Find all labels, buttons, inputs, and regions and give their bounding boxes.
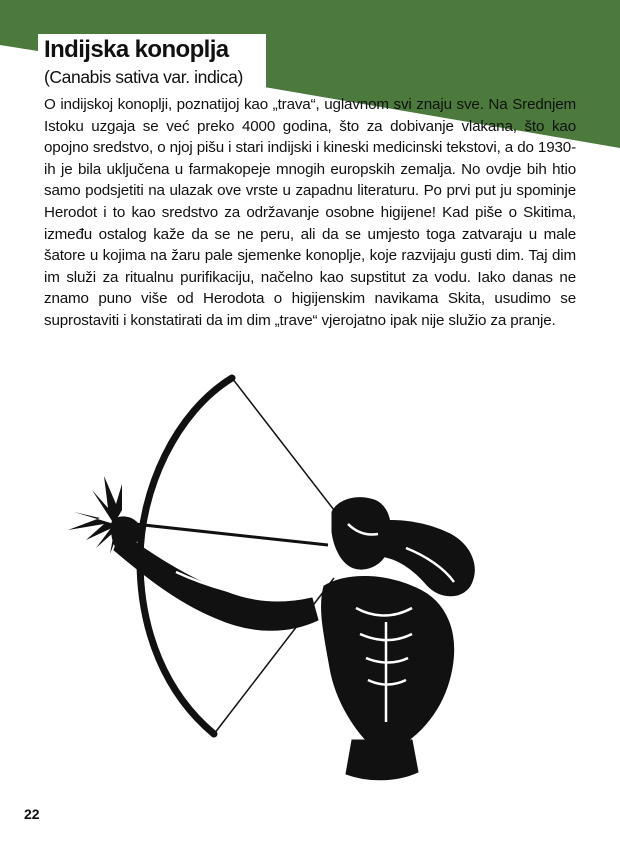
page-number: 22 <box>24 806 40 822</box>
body-paragraph: O indijskoj konoplji, poznatijoj kao „trava“, uglavnom svi znaju sve. Na Srednjem Istoku uzgaja se već preko 4000 godina, što za dobivanje vlakana, što kao opojno sredstvo, o njoj pišu i stari indijski i kineski medicinski tekstovi, a do 1930-ih je bila uključena u farmakopeje mnogih europskih zemalja. No ovdje bih htio samo podsjetiti na ulazak ove vrste u zapadnu literaturu. Po prvi put ju spominje Herodot i to kao sredstvo za održavanje osobne higijene! Kad piše o Skitima, između ostalog kaže da se ne peru, ali da se umjesto toga zatvaraju u male šatore u kojima na žaru pale sjemenke konoplje, koje razvijaju gusti dim. Taj dim im služi za ritualnu purifikaciju, načelno kao supstitut za vodu. Iako danas ne znamo puno više od Herodota o higijenskim navikama Skita, usudimo se suprostaviti i konstatirati da im dim „trave“ vjerojatno ipak nije služio za pranje. <box>44 96 576 329</box>
page-subtitle: (Canabis sativa var. indica) <box>44 67 243 87</box>
bowstring-upper <box>232 378 334 510</box>
page-title: Indijska konoplja <box>44 36 229 63</box>
archer-illustration <box>56 372 526 812</box>
arrow-shaft <box>116 522 328 545</box>
